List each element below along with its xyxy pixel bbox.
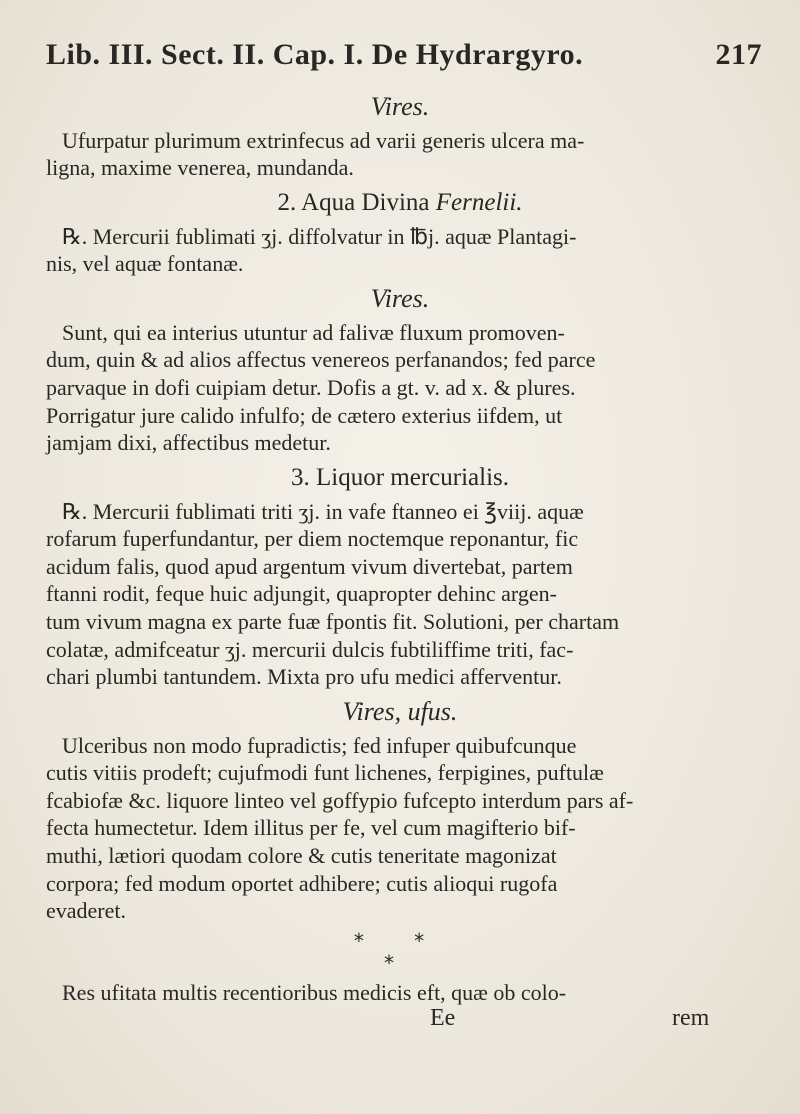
paragraph-line: evaderet.	[46, 898, 126, 923]
paragraph-line: nis, vel aquæ fontanæ.	[46, 251, 244, 276]
ornament-asterisk: *	[384, 951, 416, 975]
paragraph-line: tum vivum magna ex parte fuæ fpontis fit. Solutioni, per chartam	[46, 609, 620, 634]
recipe-heading-text: 2. Aqua Divina	[277, 189, 436, 216]
paragraph-line: colatæ, admifceatur ʒj. mercurii dulcis fubtiliffime triti, fac-	[46, 637, 574, 662]
paragraph-line: Res ufitata multis recentioribus medicis eft, quæ ob colo-	[62, 980, 567, 1005]
paragraph-line: ligna, maxime venerea, mundanda.	[46, 155, 354, 180]
paragraph-line: dum, quin & ad alios affectus venereos perfanandos; fed parce	[46, 347, 596, 372]
running-header	[46, 38, 762, 78]
paragraph-line: fcabiofæ &c. liquore linteo vel goffypio fufcepto interdum pars af-	[46, 788, 634, 813]
page-number: 217	[715, 38, 762, 71]
recipe-heading-author: Fernelii.	[435, 189, 523, 216]
paragraph-line: acidum falis, quod apud argentum vivum divertebat, partem	[46, 554, 573, 579]
recipe-heading-aqua-divina	[0, 189, 800, 217]
section-heading-vires: Vires.	[370, 92, 430, 121]
section-heading-vires: Vires.	[370, 284, 430, 313]
paragraph-line: ℞. Mercurii fublimati triti ʒj. in vafe ftanneo ei ℥viij. aquæ	[62, 499, 584, 524]
paragraph-line: Porrigatur jure calido infulfo; de cætero exterius iifdem, ut	[46, 403, 563, 428]
paragraph-line: ℞. Mercurii fublimati ʒj. diffolvatur in ℔j. aquæ Plantagi-	[62, 224, 577, 249]
paragraph-line: corpora; fed modum oportet adhibere; cutis alioqui rugofa	[46, 871, 558, 896]
section-heading-vires-usus: Vires, ufus.	[342, 697, 458, 726]
paragraph-line: Ufurpatur plurimum extrinfecus ad varii generis ulcera ma-	[62, 128, 585, 153]
paragraph-line: fecta humectetur. Idem illitus per fe, vel cum magifterio bif-	[46, 815, 576, 840]
signature-mark: Ee	[430, 1005, 456, 1031]
recipe-heading-liquor-mercurialis: 3. Liquor mercurialis.	[291, 464, 509, 491]
paragraph-line: Ulceribus non modo fupradictis; fed infuper quibufcunque	[62, 733, 577, 758]
paragraph-line: rofarum fuperfundantur, per diem noctemque reponantur, fic	[46, 526, 579, 551]
paragraph-line: ftanni rodit, feque huic adjungit, quapropter dehinc argen-	[46, 581, 557, 606]
catchword: rem	[672, 1005, 710, 1031]
running-title: Lib. III. Sect. II. Cap. I. De Hydrargyro.	[46, 38, 584, 71]
paragraph-line: Sunt, qui ea interius utuntur ad falivæ fluxum promoven-	[62, 320, 565, 345]
paragraph-line: cutis vitiis prodeft; cujufmodi funt lichenes, ferpigines, puftulæ	[46, 760, 604, 785]
paragraph-line: muthi, lætiori quodam colore & cutis teneritate magonizat	[46, 843, 557, 868]
paragraph-line: parvaque in dofi cuipiam detur. Dofis a gt. v. ad x. & plures.	[46, 375, 576, 400]
paragraph-line: chari plumbi tantundem. Mixta pro ufu medici afferventur.	[46, 664, 562, 689]
paragraph-line: jamjam dixi, affectibus medetur.	[46, 430, 331, 455]
ornament-asterisks: * *	[353, 929, 447, 953]
